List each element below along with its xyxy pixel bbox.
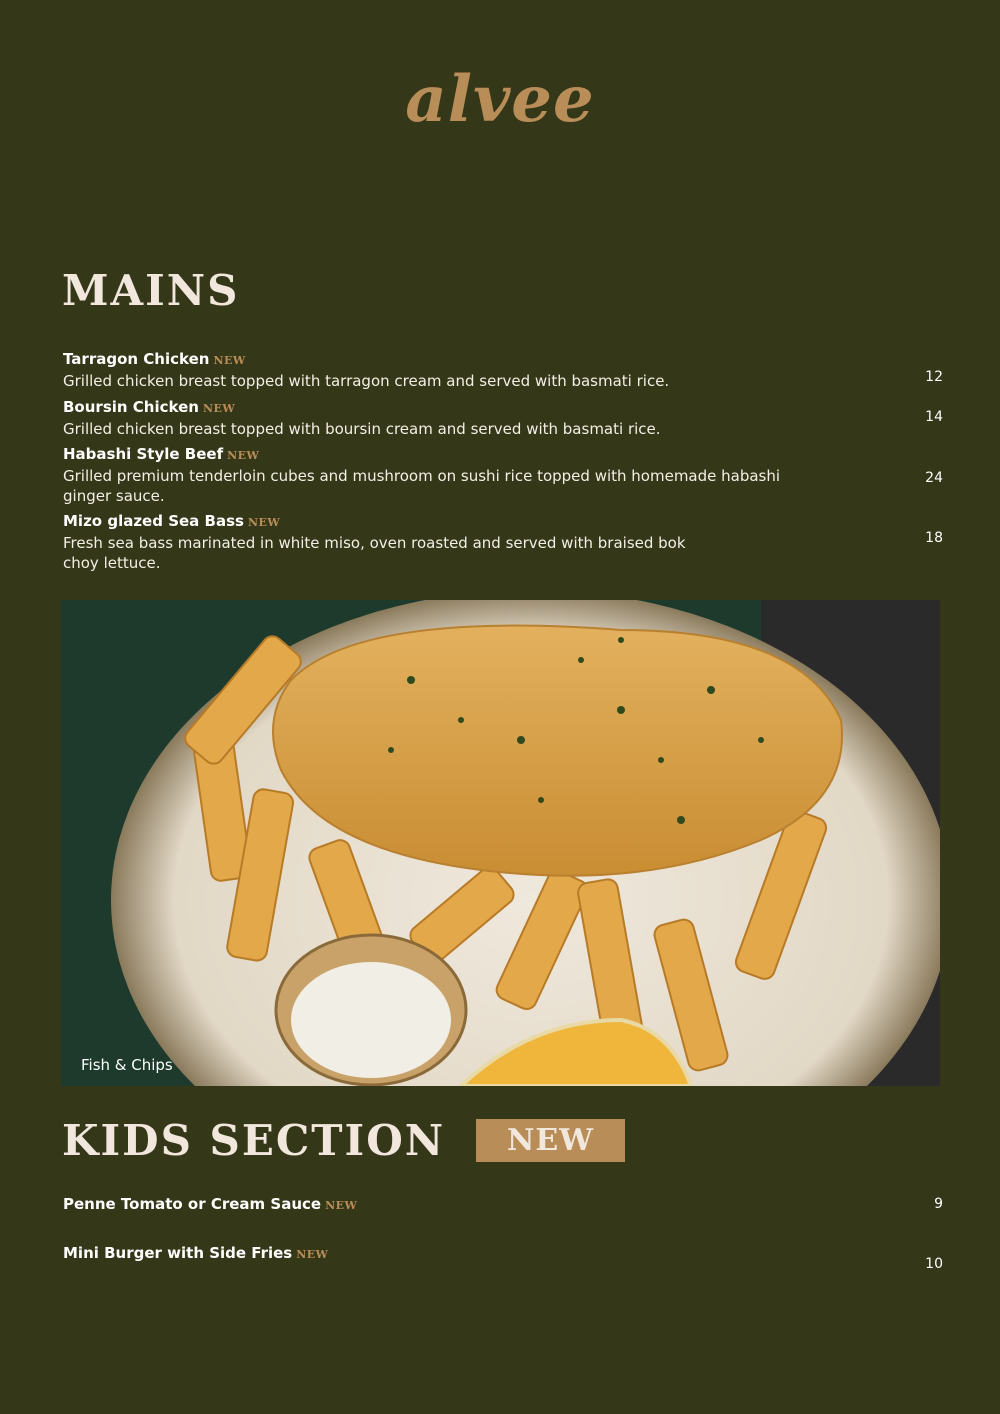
item-price: 9 (934, 1196, 943, 1212)
item-price: 10 (925, 1256, 943, 1272)
item-description: Grilled chicken breast topped with tarragon cream and served with basmati rice. (63, 372, 670, 390)
new-tag: NEW (202, 402, 236, 415)
new-tag: NEW (213, 354, 246, 367)
item-price: 18 (925, 530, 943, 546)
food-photo (61, 600, 940, 1086)
item-price: 24 (925, 470, 943, 486)
item-price: 12 (925, 369, 943, 385)
item-name: Mizo glazed Sea Bass (63, 512, 244, 530)
new-tag: NEW (227, 449, 260, 462)
kids-section-heading: KIDS SECTION (62, 1116, 446, 1165)
menu-item-tarragon-chicken (63, 349, 943, 391)
item-description: Grilled chicken breast topped with boursin cream and served with basmati rice. (63, 420, 661, 438)
mains-heading: MAINS (62, 266, 240, 315)
fish-and-chips-illustration (61, 600, 940, 1086)
brand-logo: alvee (405, 62, 595, 137)
item-description: Fresh sea bass marinated in white miso, oven roasted and served with braised bok choy lettuce. (63, 534, 686, 572)
menu-item-penne (63, 1194, 943, 1216)
new-tag: NEW (325, 1199, 358, 1212)
item-name: Habashi Style Beef (63, 445, 224, 463)
item-name: Penne Tomato or Cream Sauce (63, 1195, 322, 1213)
menu-item-mizo-glazed-sea-bass (63, 511, 943, 573)
menu-item-boursin-chicken (63, 397, 943, 439)
menu-item-habashi-style-beef (63, 444, 943, 506)
kids-new-badge: NEW (476, 1119, 625, 1162)
new-tag: NEW (296, 1248, 329, 1261)
item-description: Grilled premium tenderloin cubes and mushroom on sushi rice topped with homemade habashi ginger sauce. (63, 467, 781, 505)
new-tag: NEW (247, 516, 281, 529)
menu-item-mini-burger (63, 1243, 943, 1272)
item-price: 14 (925, 409, 943, 425)
item-name: Boursin Chicken (63, 398, 199, 416)
photo-caption: Fish & Chips (81, 1056, 173, 1074)
item-name: Mini Burger with Side Fries (63, 1244, 293, 1262)
item-name: Tarragon Chicken (63, 350, 210, 368)
